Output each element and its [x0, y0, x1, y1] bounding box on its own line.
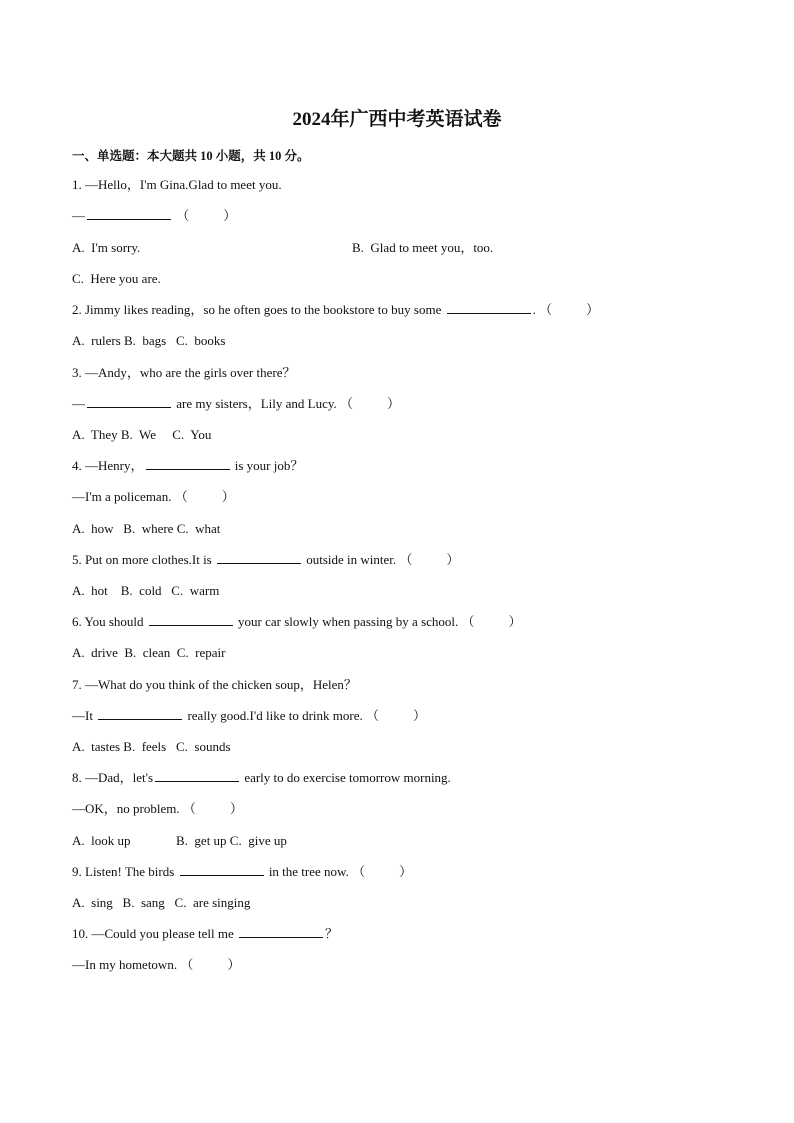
line-text: —OK，no problem. （ [72, 801, 196, 816]
question-line: A. look up B. get up C. give up [72, 833, 287, 848]
question-line: A. tastes B. feels C. sounds [72, 739, 231, 754]
question-line: A. how B. where C. what [72, 521, 221, 536]
question-line: 1. —Hello，I'm Gina.Glad to meet you. [72, 177, 282, 192]
line-text: in the tree now. （ [265, 864, 366, 879]
line-text: outside in winter. （ [303, 552, 413, 567]
answer-blank [217, 552, 301, 564]
line-text: ） [586, 302, 600, 317]
answer-blank [146, 458, 230, 470]
line-text: is your job？ [231, 458, 304, 473]
line-text: — [72, 208, 85, 223]
answer-blank [155, 770, 239, 782]
question-line: A. rulers B. bags C. books [72, 333, 226, 348]
answer-blank [239, 926, 323, 938]
question-line [72, 800, 243, 818]
line-text: 8. —Dad，let's [72, 770, 154, 785]
question-line [72, 707, 426, 725]
answer-blank [180, 864, 264, 876]
line-text: . （ [532, 302, 553, 317]
line-text: —It [72, 708, 97, 723]
line-text: ） [229, 801, 243, 816]
line-text: ） [387, 396, 401, 411]
answer-blank [447, 302, 531, 314]
question-line: A. I'm sorry. [72, 240, 141, 255]
section-heading: 一、单选题：本大题共 10 小题，共 10 分。 [72, 149, 310, 163]
line-text: （ [173, 208, 190, 223]
question-line: 7. —What do you think of the chicken soup，Helen？ [72, 677, 357, 692]
question-line [72, 769, 451, 787]
answer-blank [87, 208, 171, 220]
line-text: ） [399, 864, 413, 879]
line-text: 4. —Henry， [72, 458, 144, 473]
line-text: ） [221, 489, 235, 504]
question-line: A. They B. We C. You [72, 427, 212, 442]
answer-blank [87, 396, 171, 408]
line-text: ） [446, 552, 460, 567]
line-text: really good.I'd like to drink more. （ [184, 708, 379, 723]
question-line: C. Here you are. [72, 271, 161, 286]
question-line: A. sing B. sang C. are singing [72, 895, 251, 910]
line-text: ） [508, 614, 522, 629]
line-text: your car slowly when passing by a school. （ [234, 614, 475, 629]
question-line [72, 863, 412, 881]
question-line [72, 613, 522, 631]
line-text: ） [412, 708, 426, 723]
line-text: —In my hometown. （ [72, 957, 194, 972]
question-line [72, 207, 236, 225]
question-line [72, 925, 338, 943]
line-text: 10. —Could you please tell me [72, 926, 238, 941]
question-line [72, 551, 459, 569]
question-line [72, 301, 599, 319]
line-text: 9. Listen! The birds [72, 864, 178, 879]
question-line [72, 488, 235, 506]
question-line [72, 956, 240, 974]
line-text: ？ [325, 926, 339, 941]
question-line [72, 395, 400, 413]
answer-blank [149, 614, 233, 626]
question-line: A. hot B. cold C. warm [72, 583, 220, 598]
line-text: early to do exercise tomorrow morning. [241, 770, 451, 785]
question-line [72, 457, 303, 475]
line-text: ） [227, 957, 241, 972]
page-title: 2024年广西中考英语试卷 [292, 109, 502, 130]
line-text: are my sisters，Lily and Lucy. （ [173, 396, 354, 411]
line-text: ） [223, 208, 237, 223]
question-1-option-b: B. Glad to meet you，too. [352, 240, 494, 255]
line-text: 2. Jimmy likes reading，so he often goes to the bookstore to buy some [72, 302, 445, 317]
line-text: —I'm a policeman. （ [72, 489, 188, 504]
line-text: 6. You should [72, 614, 147, 629]
question-line: 3. —Andy，who are the girls over there？ [72, 365, 296, 380]
line-text: — [72, 396, 85, 411]
question-line: A. drive B. clean C. repair [72, 645, 226, 660]
answer-blank [98, 708, 182, 720]
line-text: 5. Put on more clothes.It is [72, 552, 215, 567]
